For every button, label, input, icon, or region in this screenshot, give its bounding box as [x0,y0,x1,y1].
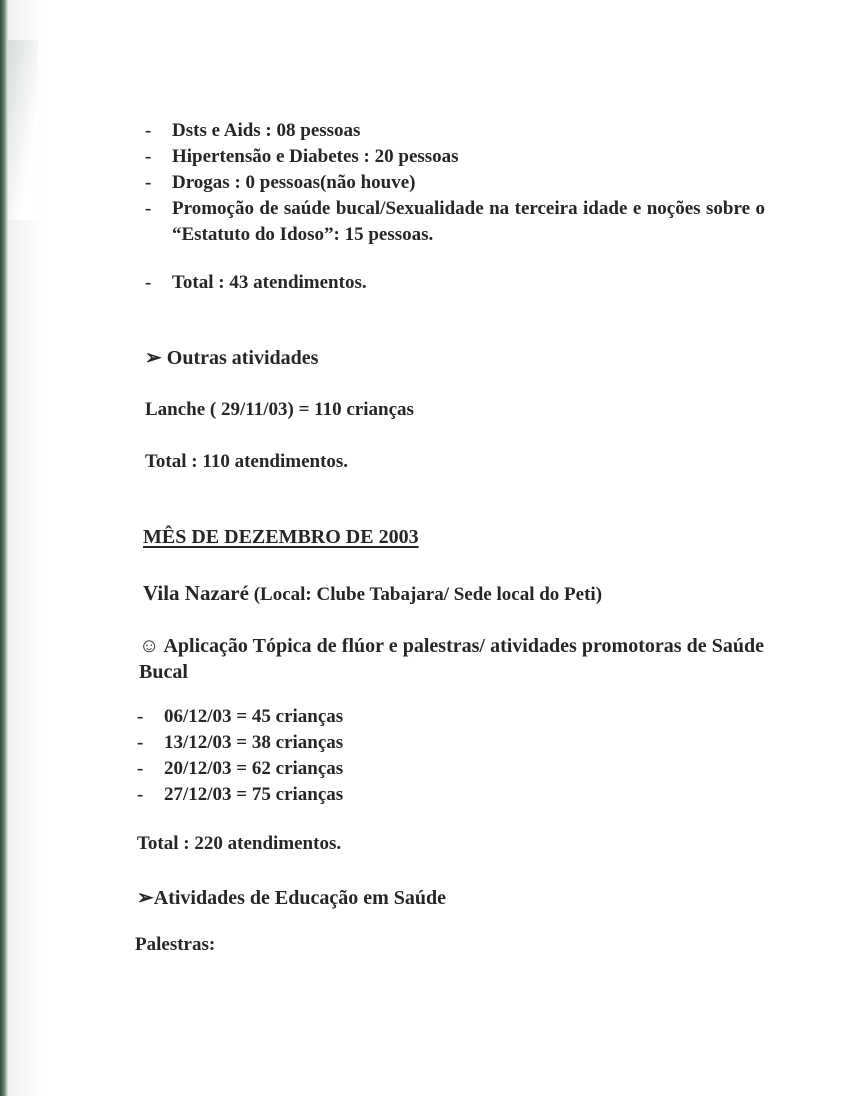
scan-edge [0,0,8,1096]
aplicacao-text: Aplicação Tópica de flúor e palestras/ atividades promotoras de Saúde Bucal [139,635,764,683]
dash-bullet: - [145,120,152,141]
list-item [137,756,343,782]
smiley-icon: ☺ [139,635,160,657]
date-entry: 20/12/03 = 62 crianças [164,758,344,779]
list-item-text: Hipertensão e Diabetes : 20 pessoas [172,146,459,167]
dash-bullet: - [137,758,144,779]
educacao-heading [137,885,446,911]
palestras-label: Palestras: [135,934,216,955]
list-item-text: Dsts e Aids : 08 pessoas [172,120,361,141]
intro-list-block [145,118,765,248]
dash-bullet: - [137,732,144,753]
dates-block [137,704,343,808]
list-item [137,730,343,756]
local-detail: (Local: Clube Tabajara/ Sede local do Peti) [253,584,603,605]
lanche-line: Lanche ( 29/11/03) = 110 crianças [145,399,414,420]
section-heading: MÊS DE DEZEMBRO DE 2003 [143,526,419,548]
outras-heading [145,345,318,371]
arrow-bullet-icon: ➢ [137,887,154,909]
intro-total: Total : 43 atendimentos. [172,272,367,293]
arrow-bullet-icon: ➢ [145,347,162,369]
list-item [145,118,765,144]
list-item [145,270,367,296]
intro-list [145,118,765,248]
list-item [145,170,765,196]
dash-bullet: - [145,172,152,193]
dash-bullet: - [145,272,152,293]
outras-heading-text: Outras atividades [166,347,319,369]
intro-total-list [145,270,367,296]
list-item [145,144,765,170]
list-item-text: Drogas : 0 pessoas(não houve) [172,172,416,193]
dash-bullet: - [137,784,144,805]
educacao-heading-text: Atividades de Educação em Saúde [153,887,447,909]
local-line [143,580,602,608]
list-item [137,704,343,730]
dezembro-total: Total : 220 atendimentos. [137,833,342,854]
dash-bullet: - [145,198,152,219]
intro-total-line [145,270,367,296]
dash-bullet: - [145,146,152,167]
local-name: Vila Nazaré [143,581,249,605]
date-entry: 27/12/03 = 75 crianças [164,784,344,805]
list-item-text: Promoção de saúde bucal/Sexualidade na terceira idade e noções sobre o “Estatuto do Idoso”: 15 pessoas. [172,198,765,245]
scan-fold [8,40,38,220]
list-item [145,196,765,248]
aplicacao-block [139,633,764,685]
date-entry: 13/12/03 = 38 crianças [164,732,344,753]
list-item [137,782,343,808]
dash-bullet: - [137,706,144,727]
outras-total: Total : 110 atendimentos. [145,451,349,472]
date-entry: 06/12/03 = 45 crianças [164,706,344,727]
dates-list [137,704,343,808]
